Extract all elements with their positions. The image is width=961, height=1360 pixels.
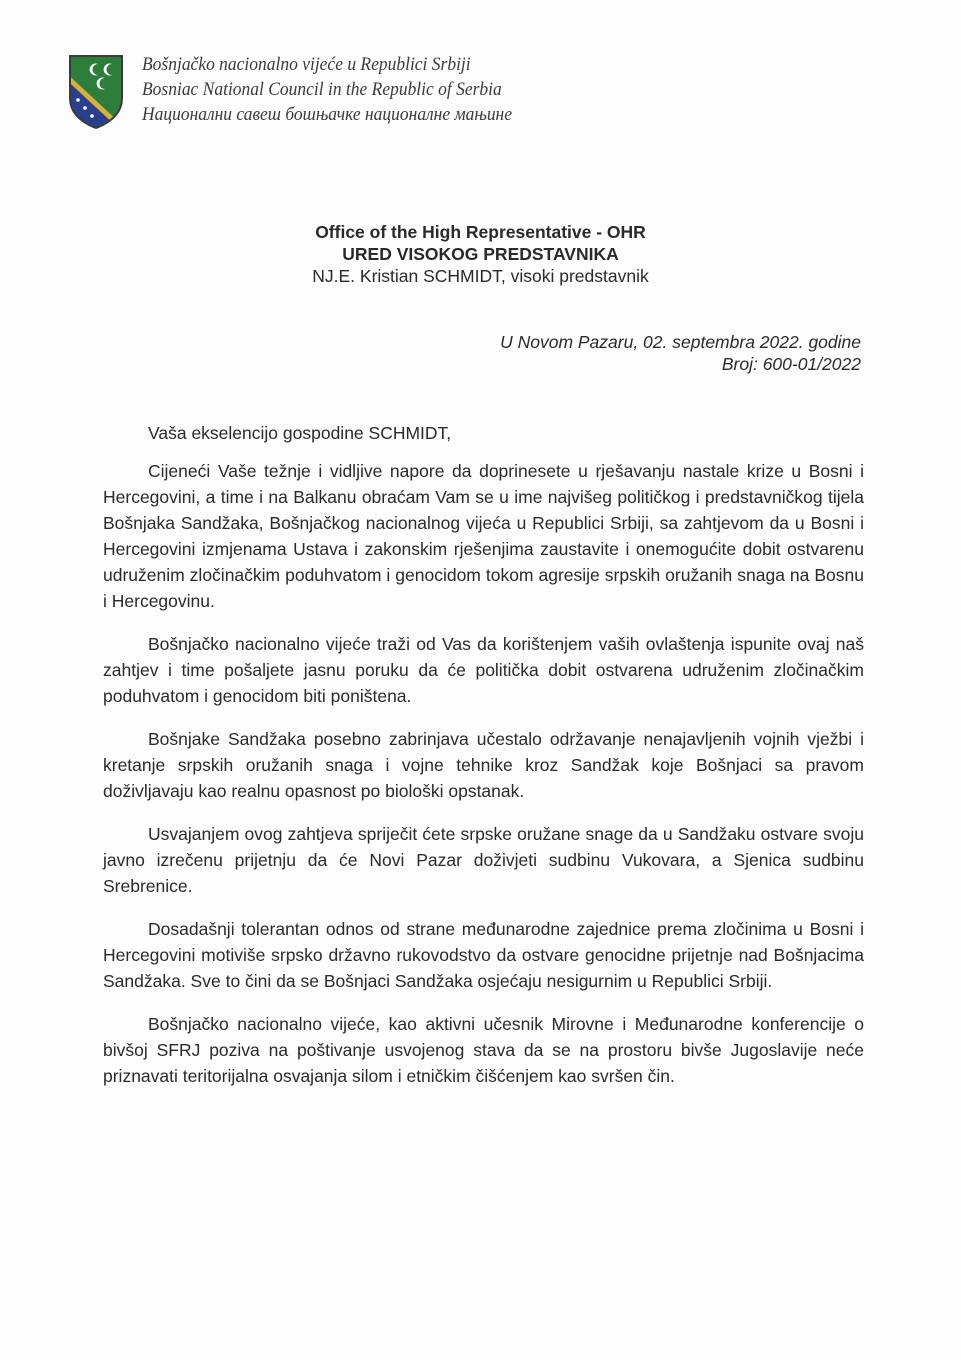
addressee-block [0, 221, 961, 287]
council-name-serbian: Национални савеш бошњачке националне мањине [142, 104, 512, 125]
paragraph-2: Bošnjačko nacionalno vijeće traži od Vas da korištenjem vaših ovlaštenja ispunite ovaj naš zahtjev i time pošaljete jasnu poruku da će politička dobit ostvarena udruženim zločinačkim poduhvatom i genocidom biti poništena. [103, 634, 864, 706]
coat-of-arms-icon [68, 54, 124, 130]
place-date-block [500, 331, 861, 375]
addressee-person: NJ.E. Kristian SCHMIDT, visoki predstavnik [312, 266, 649, 286]
paragraph-6: Bošnjačko nacionalno vijeće, kao aktivni učesnik Mirovne i Međunarodne konferencije o bivšoj SFRJ poziva na poštivanje usvojenog stava da se na prostoru bivše Jugoslavije neće priznavati teritorijalna osvajanja silom i etničkim čišćenjem kao svršen čin. [103, 1014, 864, 1086]
reference-number: Broj: 600-01/2022 [721, 354, 861, 374]
council-name-bosnian: Bošnjačko nacionalno vijeće u Republici Srbiji [142, 54, 471, 75]
letter-body [103, 420, 864, 1106]
paragraph-1: Cijeneći Vaše težnje i vidljive napore da doprinesete u rješavanju nastale krize u Bosni i Hercegovini, a time i na Balkanu obraćam Vam se u ime najvišeg političkog i predstavničkog tijela Bošnjaka Sandžaka, Bošnjačkog nacionalnog vijeća u Republici Srbiji, sa zahtjevom da u Bosni i Hercegovini izmjenama Ustava i zakonskim rješenjima zaustavite i onemogućite dobit ostvarenu udruženim zločinačkim poduhvatom i genocidom tokom agresije srpskih oružanih snaga na Bosnu i Hercegovinu. [103, 461, 864, 611]
paragraph-3: Bošnjake Sandžaka posebno zabrinjava učestalo održavanje nenajavljenih vojnih vježbi i kretanje srpskih oružanih snaga i vojne tehnike kroz Sandžak koje Bošnjaci sa pravom doživljavaju kao realnu opasnost po biološki opstanak. [103, 729, 864, 801]
letterhead [68, 52, 544, 130]
place-and-date: U Novom Pazaru, 02. septembra 2022. godine [500, 332, 861, 352]
addressee-office-local: URED VISOKOG PREDSTAVNIKA [342, 244, 619, 264]
salutation: Vaša ekselencijo gospodine SCHMIDT, [148, 423, 452, 443]
council-name-english: Bosniac National Council in the Republic of Serbia [142, 79, 502, 100]
council-name [142, 52, 512, 127]
addressee-office: Office of the High Representative - OHR [315, 222, 646, 242]
paragraph-5: Dosadašnji tolerantan odnos od strane međunarodne zajednice prema zločinima u Bosni i Hercegovini motiviše srpsko državno rukovodstvo da ostvare genocidne prijetnje nad Bošnjacima Sandžaka. Sve to čini da se Bošnjaci Sandžaka osjećaju nesigurnim u Republici Srbiji. [103, 919, 864, 991]
paragraph-4: Usvajanjem ovog zahtjeva spriječit ćete srpske oružane snage da u Sandžaku ostvare svoju javno izrečenu prijetnju da će Novi Pazar doživjeti sudbinu Vukovara, a Sjenica sudbinu Srebrenice. [103, 824, 864, 896]
